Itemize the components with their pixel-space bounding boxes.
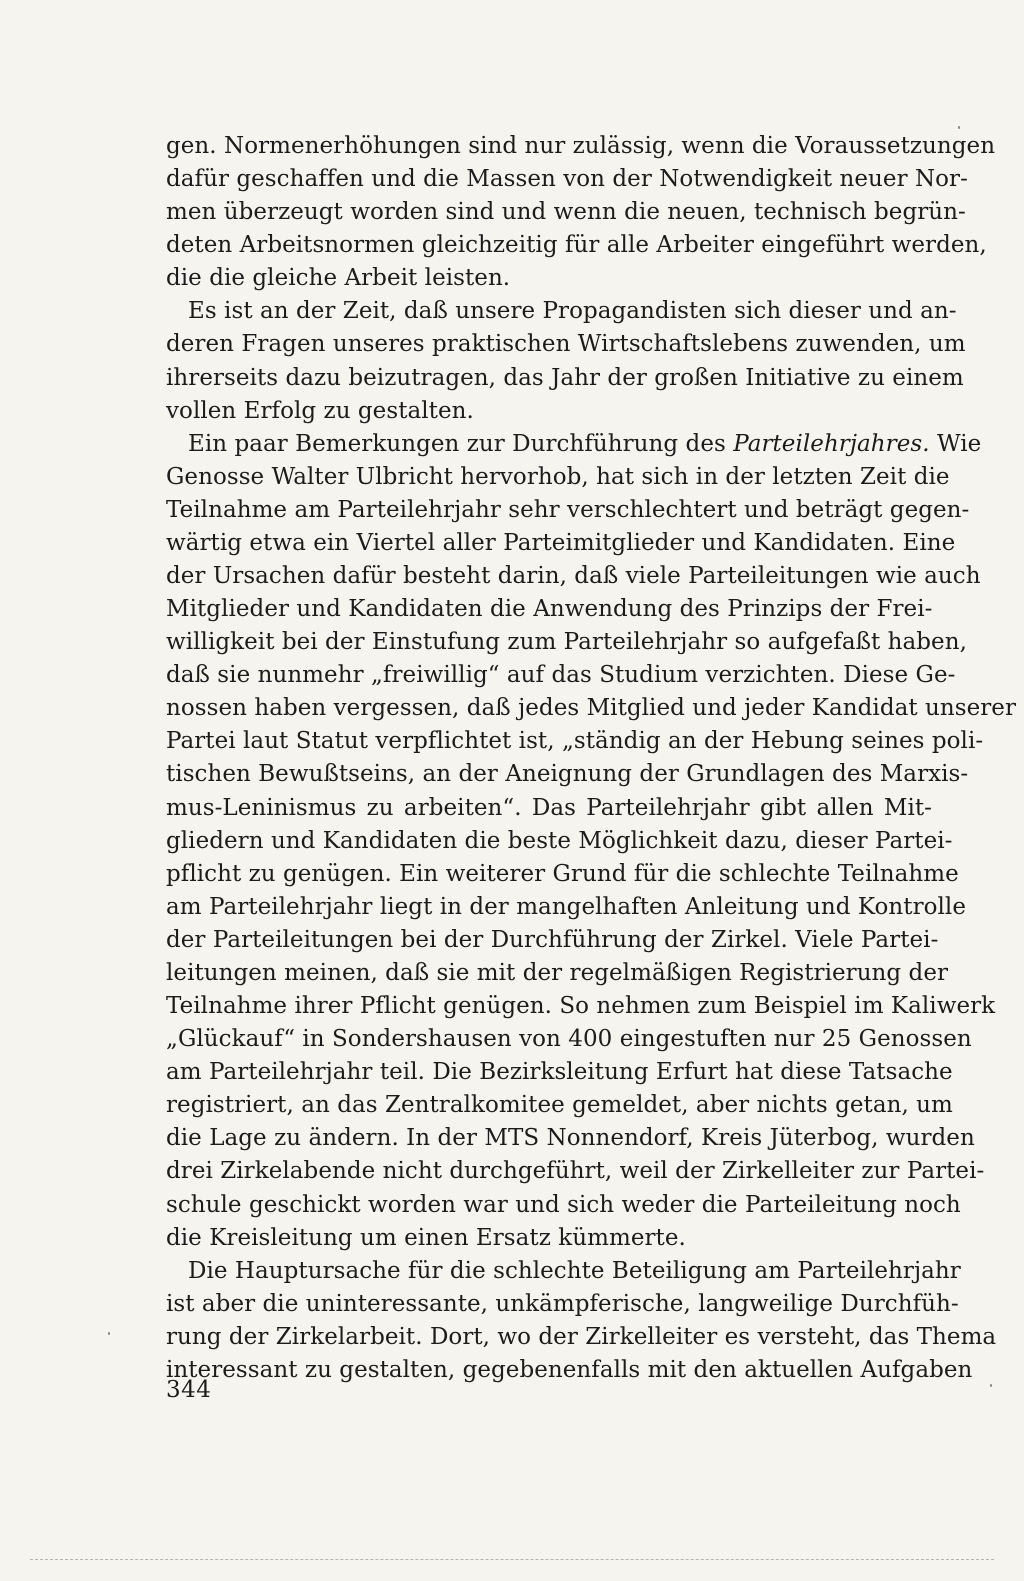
- text-line: dafür geschaffen und die Massen von der Notwendigkeit neuer Nor-: [166, 166, 968, 193]
- text-line: men überzeugt worden sind und wenn die neuen, technisch begrün-: [166, 199, 966, 226]
- text-line: ihrerseits dazu beizutragen, das Jahr der großen Initiative zu einem: [166, 364, 964, 391]
- text-line: die Lage zu ändern. In der MTS Nonnendorf, Kreis Jüterbog, wurden: [166, 1125, 975, 1152]
- text-line: interessant zu gestalten, gegebenenfalls mit den aktuellen Aufgaben: [166, 1356, 973, 1383]
- text-line: Es ist an der Zeit, daß unsere Propagandisten sich dieser und an-: [188, 298, 957, 325]
- text-line: [166, 428, 982, 461]
- text-line: Genosse Walter Ulbricht hervorhob, hat sich in der letzten Zeit die: [166, 463, 950, 490]
- text-line: Teilnahme am Parteilehrjahr sehr verschlechtert und beträgt gegen-: [166, 496, 970, 523]
- text-line: tischen Bewußtseins, an der Aneignung der Grundlagen des Marxis-: [166, 761, 969, 788]
- text-line: daß sie nunmehr „freiwillig“ auf das Studium verzichten. Diese Ge-: [166, 662, 956, 689]
- text-line: am Parteilehrjahr liegt in der mangelhaften Anleitung und Kontrolle: [166, 893, 966, 920]
- text-line: die Kreisleitung um einen Ersatz kümmerte.: [166, 1224, 686, 1251]
- text-line: mus-Leninismus zu arbeiten“. Das Parteilehrjahr gibt allen Mit-: [166, 794, 932, 821]
- text-line: nossen haben vergessen, daß jedes Mitglied und jeder Kandidat unserer: [166, 695, 1017, 722]
- text-line: der Ursachen dafür besteht darin, daß viele Parteileitungen wie auch: [166, 563, 981, 590]
- print-speck: [990, 1384, 992, 1387]
- text-line: am Parteilehrjahr teil. Die Bezirksleitung Erfurt hat diese Tatsache: [166, 1059, 953, 1086]
- text-line: „Glückauf“ in Sondershausen von 400 eingestuften nur 25 Genossen: [166, 1026, 972, 1053]
- text-line: wärtig etwa ein Viertel aller Parteimitglieder und Kandidaten. Eine: [166, 529, 956, 556]
- print-speck: [958, 126, 960, 129]
- text-line: Teilnahme ihrer Pflicht genügen. So nehmen zum Beispiel im Kaliwerk: [166, 993, 996, 1020]
- italic-term: Parteilehrjahres.: [733, 430, 930, 457]
- text-line: ist aber die uninteressante, unkämpferische, langweilige Durchfüh-: [166, 1290, 959, 1317]
- text-line: deren Fragen unseres praktischen Wirtschaftslebens zuwenden, um: [166, 331, 966, 358]
- text-line: rung der Zirkelarbeit. Dort, wo der Zirkelleiter es versteht, das Thema: [166, 1323, 997, 1350]
- text-line: pflicht zu genügen. Ein weiterer Grund für die schlechte Teilnahme: [166, 860, 959, 887]
- text-line: willigkeit bei der Einstufung zum Parteilehrjahr so aufgefaßt haben,: [166, 629, 967, 656]
- print-speck: [108, 1332, 110, 1335]
- text-line: deten Arbeitsnormen gleichzeitig für alle Arbeiter eingeführt werden,: [166, 232, 987, 259]
- text-line: registriert, an das Zentralkomitee gemeldet, aber nichts getan, um: [166, 1092, 953, 1119]
- text-line: die die gleiche Arbeit leisten.: [166, 265, 511, 292]
- text-line: drei Zirkelabende nicht durchgeführt, weil der Zirkelleiter zur Partei-: [166, 1158, 985, 1185]
- page-bottom-edge: [30, 1559, 994, 1561]
- text-line: vollen Erfolg zu gestalten.: [166, 397, 474, 424]
- text-line: Die Hauptursache für die schlechte Beteiligung am Parteilehrjahr: [188, 1257, 961, 1284]
- text-line: Partei laut Statut verpflichtet ist, „ständig an der Hebung seines poli-: [166, 728, 984, 755]
- page-number: 344: [166, 1377, 212, 1403]
- text-line: leitungen meinen, daß sie mit der regelmäßigen Registrierung der: [166, 959, 949, 986]
- text-line: gliedern und Kandidaten die beste Möglichkeit dazu, dieser Partei-: [166, 827, 953, 854]
- text-line: der Parteileitungen bei der Durchführung der Zirkel. Viele Partei-: [166, 926, 939, 953]
- body-text: [166, 130, 1017, 1387]
- text-line: schule geschickt worden war und sich weder die Parteileitung noch: [166, 1191, 961, 1218]
- line-text: Ein paar Bemerkungen zur Durchführung des: [188, 430, 726, 457]
- text-line: gen. Normenerhöhungen sind nur zulässig, wenn die Voraussetzungen: [166, 133, 996, 159]
- text-line: Mitglieder und Kandidaten die Anwendung des Prinzips der Frei-: [166, 596, 933, 623]
- line-text-tail: Wie: [936, 430, 982, 457]
